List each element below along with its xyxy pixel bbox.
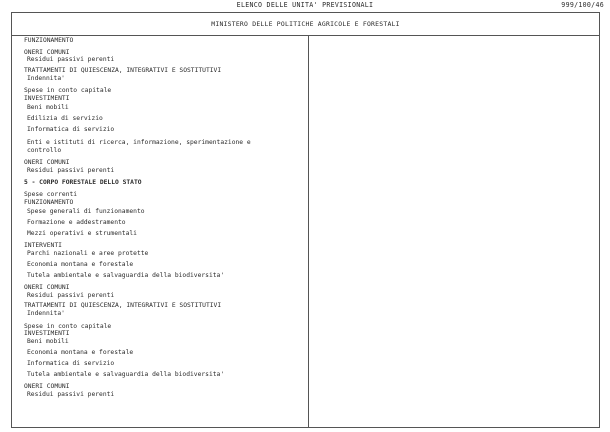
table-frame — [11, 12, 600, 428]
budget-item: Economia montana e forestale — [27, 261, 134, 268]
budget-item: Economia montana e forestale — [27, 349, 134, 356]
category-label: ONERI COMUNI — [24, 383, 70, 390]
category-label: ONERI COMUNI — [24, 284, 70, 291]
budget-item: Spese generali di funzionamento — [27, 208, 145, 215]
budget-item: Formazione e addestramento — [27, 219, 126, 226]
budget-item: Edilizia di servizio — [27, 115, 103, 122]
budget-item: Indennita' — [27, 75, 65, 82]
category-label: ONERI COMUNI — [24, 49, 70, 56]
budget-item: controllo — [27, 147, 62, 154]
budget-item: Residui passivi perenti — [27, 292, 115, 299]
category-label: TRATTAMENTI DI QUIESCENZA, INTEGRATIVI E SOSTITUTIVI — [24, 302, 222, 309]
budget-item: Tutela ambientale e salvaguardia della biodiversita' — [27, 272, 225, 279]
document-title: ELENCO DELLE UNITA' PREVISIONALI — [236, 1, 374, 9]
category-label: Spese in conto capitale — [24, 87, 112, 94]
budget-item: Indennita' — [27, 310, 65, 317]
budget-item: Tutela ambientale e salvaguardia della biodiversita' — [27, 371, 225, 378]
ministry-header — [12, 13, 599, 36]
budget-item: Beni mobili — [27, 104, 69, 111]
budget-item: Residui passivi perenti — [27, 56, 115, 63]
budget-item: Residui passivi perenti — [27, 391, 115, 398]
budget-item: Residui passivi perenti — [27, 167, 115, 174]
category-label: ONERI COMUNI — [24, 159, 70, 166]
category-label: FUNZIONAMENTO — [24, 37, 74, 44]
budget-item: Informatica di servizio — [27, 126, 115, 133]
budget-item: Parchi nazionali e aree protette — [27, 250, 149, 257]
page-header — [0, 1, 610, 11]
column-divider — [308, 36, 309, 428]
category-label: Spese correnti — [24, 191, 78, 198]
category-label: INTERVENTI — [24, 242, 62, 249]
category-label: INVESTIMENTI — [24, 330, 70, 337]
section-heading: 5 - CORPO FORESTALE DELLO STATO — [24, 179, 142, 186]
category-label: Spese in conto capitale — [24, 323, 112, 330]
category-label: INVESTIMENTI — [24, 95, 70, 102]
ministry-title: MINISTERO DELLE POLITICHE AGRICOLE E FORESTALI — [211, 20, 400, 28]
page-code: 999/100/46 — [561, 1, 604, 9]
category-label: TRATTAMENTI DI QUIESCENZA, INTEGRATIVI E SOSTITUTIVI — [24, 67, 222, 74]
budget-item: Mezzi operativi e strumentali — [27, 230, 137, 237]
budget-item: Beni mobili — [27, 338, 69, 345]
budget-item: Informatica di servizio — [27, 360, 115, 367]
budget-item: Enti e istituti di ricerca, informazione, sperimentazione e — [27, 139, 251, 146]
category-label: FUNZIONAMENTO — [24, 199, 74, 206]
